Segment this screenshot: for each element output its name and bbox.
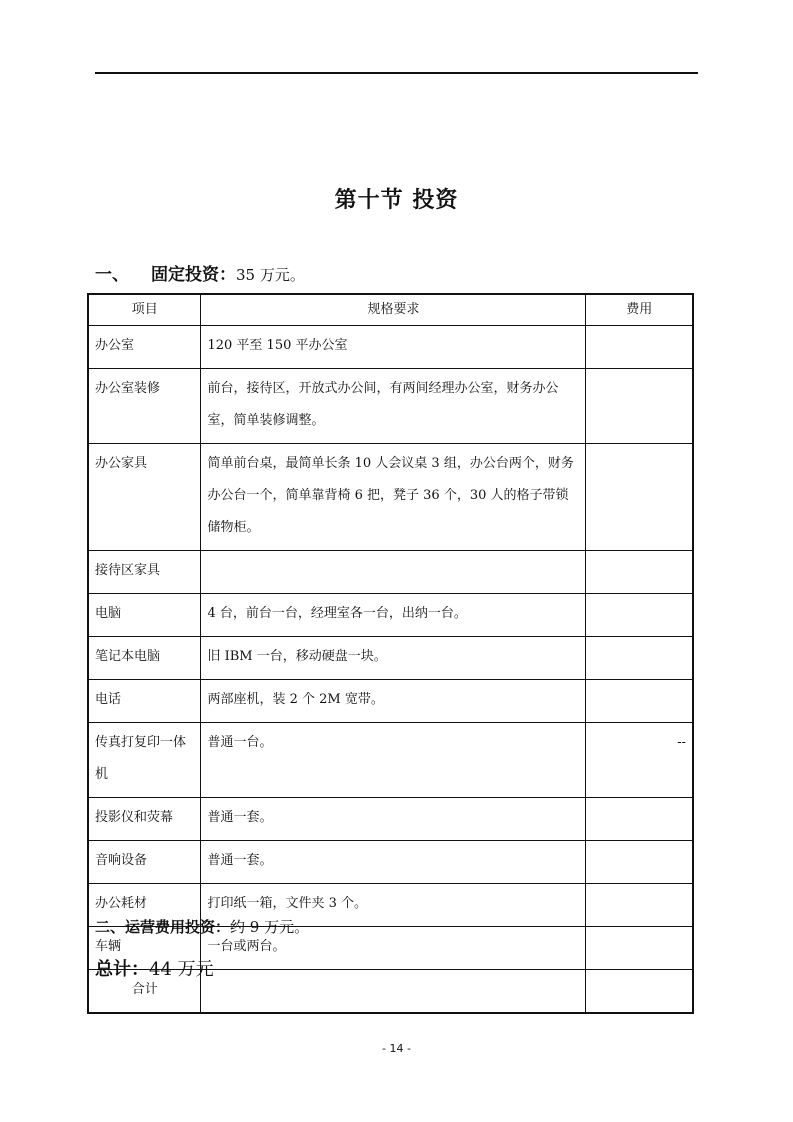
header-item: 项目 xyxy=(88,294,201,326)
cell-spec: 前台，接待区，开放式办公间，有两间经理办公室，财务办公室，简单装修调整。 xyxy=(201,369,586,444)
cell-spec xyxy=(201,970,586,1014)
cell-cost xyxy=(586,970,693,1014)
cell-cost xyxy=(586,927,693,970)
section-number: 一、 xyxy=(95,265,129,285)
table-header-row xyxy=(88,294,693,326)
table-row xyxy=(88,326,693,369)
page-title: 第十节 投资 xyxy=(334,188,459,213)
table-row xyxy=(88,594,693,637)
grand-total xyxy=(95,955,214,981)
cell-spec: 简单前台桌，最简单长条 10 人会议桌 3 组，办公台两个，财务办公台一个，简单靠背椅 6 把，凳子 36 个，30 人的格子带锁储物柜。 xyxy=(201,444,586,551)
cell-item: 投影仪和荧幕 xyxy=(88,798,201,841)
cell-spec: 普通一套。 xyxy=(201,841,586,884)
total-label: 总计： xyxy=(95,959,149,980)
table-row xyxy=(88,841,693,884)
cell-spec: 4 台，前台一台，经理室各一台，出纳一台。 xyxy=(201,594,586,637)
section-value: 35 万元。 xyxy=(236,266,305,284)
section-label: 二、运营费用投资： xyxy=(95,918,231,936)
table-row xyxy=(88,369,693,444)
cell-item: 办公室装修 xyxy=(88,369,201,444)
cell-spec: 普通一台。 xyxy=(201,723,586,798)
cell-item: 接待区家具 xyxy=(88,551,201,594)
section-label: 固定投资： xyxy=(151,265,236,285)
page-number: - 14 - xyxy=(382,1042,411,1055)
cell-item: 电话 xyxy=(88,680,201,723)
cell-spec: 打印纸一箱，文件夹 3 个。 xyxy=(201,884,586,927)
table-row xyxy=(88,637,693,680)
cell-spec: 120 平至 150 平办公室 xyxy=(201,326,586,369)
table-row xyxy=(88,444,693,551)
cell-item: 办公耗材 xyxy=(88,884,201,927)
table-row xyxy=(88,798,693,841)
table-row xyxy=(88,723,693,798)
cell-cost xyxy=(586,444,693,551)
section-value: 约 9 万元。 xyxy=(230,918,310,936)
cell-spec: 旧 IBM 一台，移动硬盘一块。 xyxy=(201,637,586,680)
cell-cost xyxy=(586,369,693,444)
header-rule xyxy=(95,72,698,74)
cell-spec: 两部座机，装 2 个 2M 宽带。 xyxy=(201,680,586,723)
cell-cost xyxy=(586,326,693,369)
header-spec: 规格要求 xyxy=(201,294,586,326)
cell-cost xyxy=(586,637,693,680)
cell-item: 车辆 xyxy=(88,927,201,970)
cell-item-total: 合计 xyxy=(88,970,201,1014)
cell-cost xyxy=(586,551,693,594)
cell-cost xyxy=(586,841,693,884)
cell-item: 音响设备 xyxy=(88,841,201,884)
cell-item: 办公室 xyxy=(88,326,201,369)
cell-item: 电脑 xyxy=(88,594,201,637)
cell-item: 传真打复印一体机 xyxy=(88,723,201,798)
cell-spec: 普通一套。 xyxy=(201,798,586,841)
cell-spec: 一台或两台。 xyxy=(201,927,586,970)
table-row xyxy=(88,551,693,594)
cell-cost xyxy=(586,594,693,637)
section-operating-investment xyxy=(95,916,309,937)
cell-cost xyxy=(586,884,693,927)
cell-cost: -- xyxy=(586,723,693,798)
cell-item: 办公家具 xyxy=(88,444,201,551)
total-value: 44 万元 xyxy=(149,959,214,980)
cell-cost xyxy=(586,798,693,841)
table-row xyxy=(88,680,693,723)
cell-cost xyxy=(586,680,693,723)
section-fixed-investment xyxy=(95,260,305,285)
cell-spec xyxy=(201,551,586,594)
cell-item: 笔记本电脑 xyxy=(88,637,201,680)
header-cost: 费用 xyxy=(586,294,693,326)
investment-table xyxy=(87,293,694,1014)
